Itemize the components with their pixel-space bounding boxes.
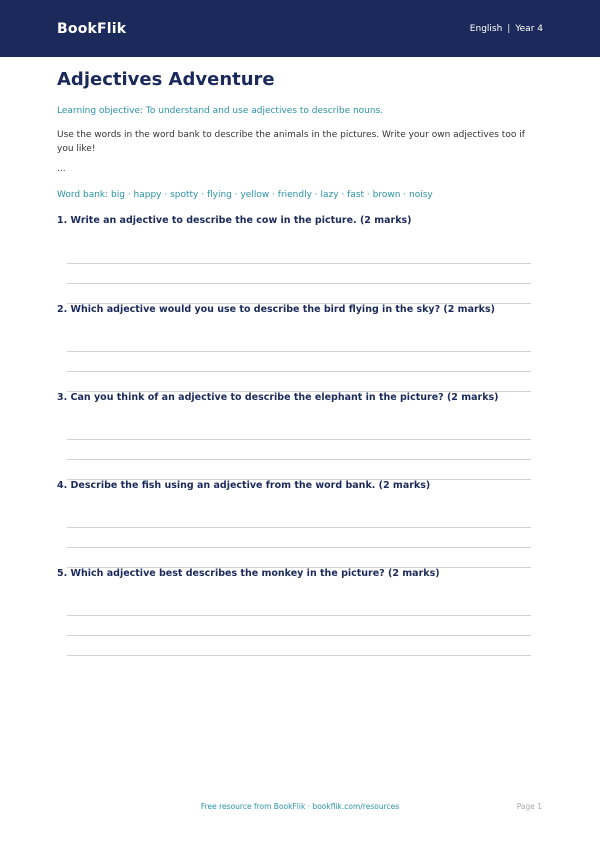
page-header: [0, 0, 600, 57]
answer-line[interactable]: [67, 635, 531, 636]
answer-line[interactable]: [67, 655, 531, 656]
question-text: 3. Can you think of an adjective to describe the elephant in the picture? (2 marks): [57, 392, 499, 403]
page-title: Adjectives Adventure: [57, 69, 275, 90]
footer-credit: Free resource from BookFlik · bookflik.com/resources: [200, 802, 400, 811]
subject-label: English: [469, 23, 503, 34]
question-5: [57, 568, 533, 580]
question-3: [57, 392, 533, 404]
question-text: 4. Describe the fish using an adjective from the word bank. (2 marks): [57, 480, 431, 491]
ellipsis: ...: [57, 164, 66, 174]
answer-line[interactable]: [67, 527, 531, 528]
question-text: 5. Which adjective best describes the monkey in the picture? (2 marks): [57, 568, 440, 579]
worksheet-intro: [57, 62, 533, 201]
answer-line[interactable]: [67, 263, 531, 264]
question-text: 1. Write an adjective to describe the cow in the picture. (2 marks): [57, 215, 412, 226]
answer-line[interactable]: [67, 459, 531, 460]
answer-line[interactable]: [67, 283, 531, 284]
subject-year: [470, 24, 543, 34]
answer-line[interactable]: [67, 547, 531, 548]
question-text: 2. Which adjective would you use to describe the bird flying in the sky? (2 marks): [57, 304, 495, 315]
page-number: Page 1: [516, 802, 542, 811]
answer-line[interactable]: [67, 351, 531, 352]
learning-objective: Learning objective: To understand and use adjectives to describe nouns.: [57, 106, 384, 116]
answer-line[interactable]: [67, 439, 531, 440]
answer-line[interactable]: [67, 371, 531, 372]
question-1: [57, 215, 533, 227]
question-2: [57, 304, 533, 316]
instructions: Use the words in the word bank to describe the animals in the pictures. Write your own adjectives too if you like!: [57, 130, 525, 154]
answer-line[interactable]: [67, 615, 531, 616]
meta-separator: |: [507, 23, 511, 34]
question-4: [57, 480, 533, 492]
word-bank: Word bank: big · happy · spotty · flying · yellow · friendly · lazy · fast · brown · noisy: [57, 190, 433, 200]
year-label: Year 4: [515, 23, 543, 34]
brand-logo: BookFlik: [57, 20, 127, 37]
